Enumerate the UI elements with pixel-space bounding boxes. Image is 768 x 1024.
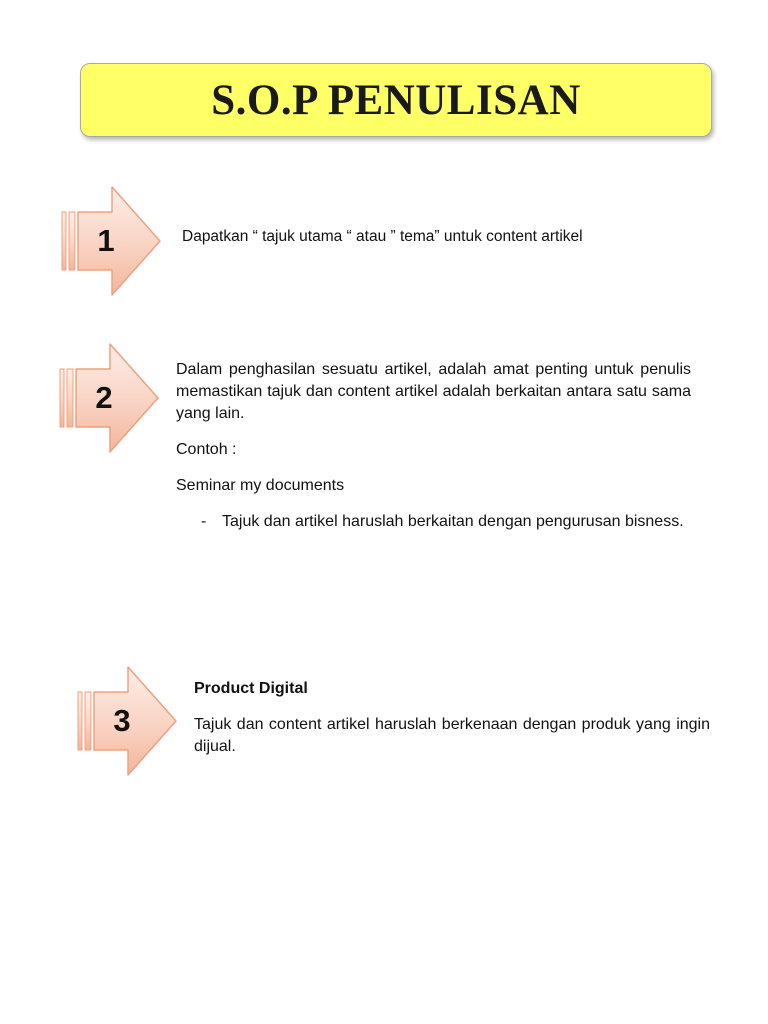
step-2-block [176,359,691,533]
step-3-number: 3 [113,703,131,738]
step-3-block [194,678,710,758]
step-2-example-label: Contoh : [176,441,237,458]
step-2-number: 2 [95,380,113,415]
step-2-paragraph: Dalam penghasilan sesuatu artikel, adalah amat penting untuk penulis memastikan tajuk dan content artikel adalah berkaitan antara satu sama yang lain. [176,361,691,422]
step-2-bullet-text: Tajuk dan artikel haruslah berkaitan dengan pengurusan bisness. [222,513,684,530]
step-2-arrow-icon [58,342,168,454]
step-1-arrow-icon [60,185,170,297]
step-1-text: Dapatkan “ tajuk utama “ atau ” tema” untuk content artikel [182,228,583,245]
title-banner [80,63,712,137]
step-2-example-title: Seminar my documents [176,477,345,494]
step-2-bullet-item [176,511,691,533]
step-3-heading: Product Digital [194,680,308,697]
step-3-arrow-icon [76,665,186,777]
page-title: S.O.P PENULISAN [211,76,581,124]
bullet-dash: - [201,513,207,530]
step-1-number: 1 [97,223,115,258]
step-3-paragraph: Tajuk dan content artikel haruslah berkenaan dengan produk yang ingin dijual. [194,716,710,755]
